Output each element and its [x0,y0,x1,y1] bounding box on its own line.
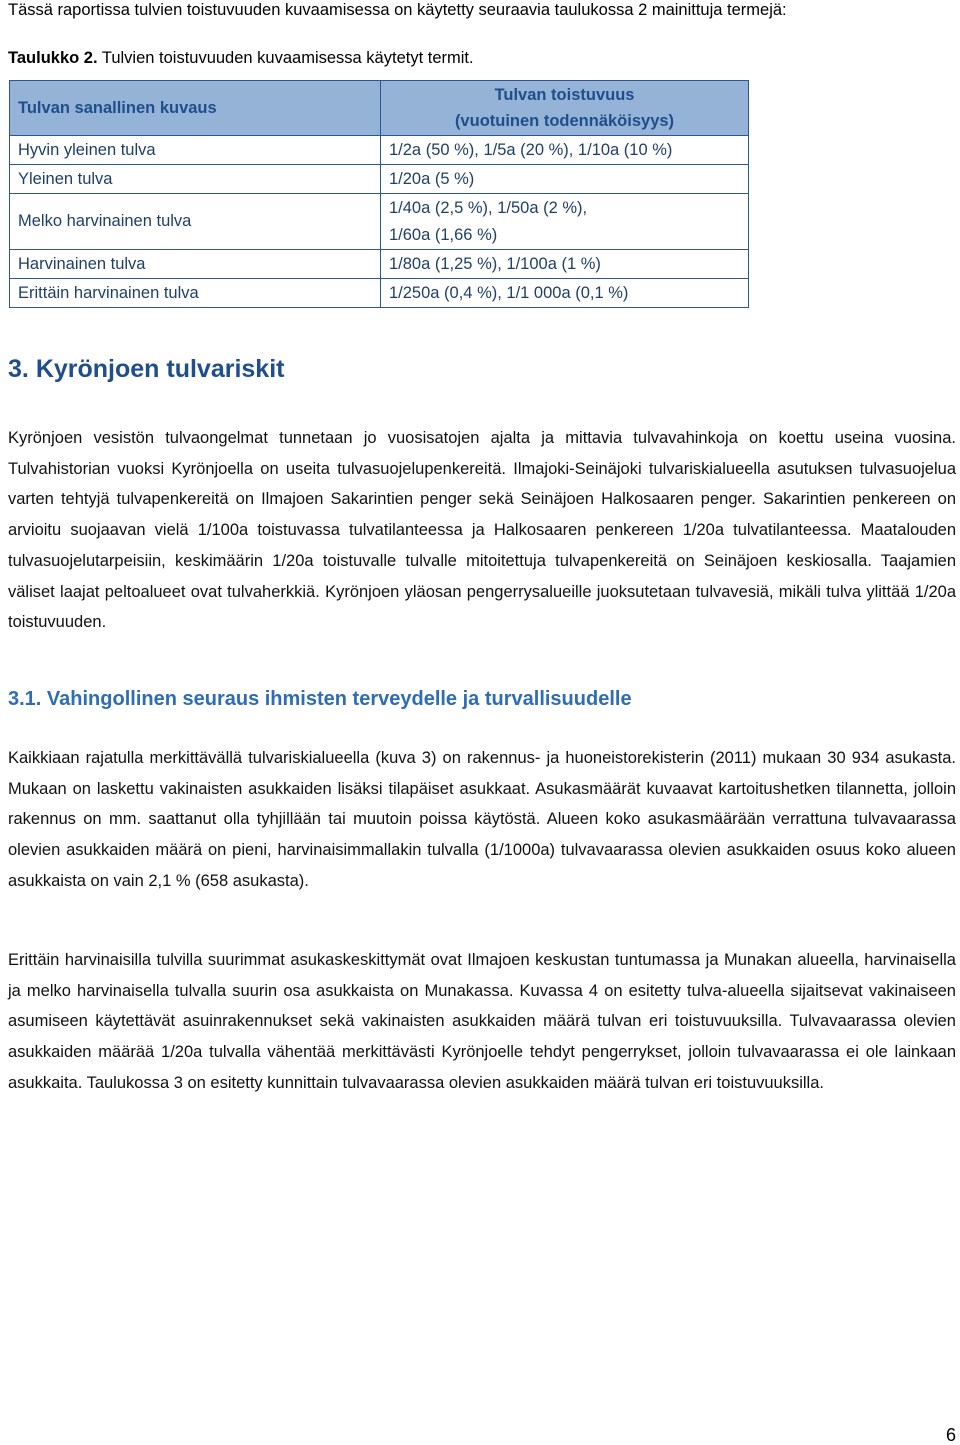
subsection-number: 3.1. [8,688,42,710]
table-cell-frequency-line1: 1/40a (2,5 %), 1/50a (2 %), [389,198,588,217]
subsection-paragraph-2: Erittäin harvinaisilla tulvilla suurimmat asukaskeskittymät ovat Ilmajoen keskustan tuntumassa ja Munakan alueella, harvinaisella ja melko harvinaisella tulvalla suurin osa asukkaista on Munakassa. Kuvassa 4 on esitetty tulva-alueella sijaitsevat vakinaiseen asumiseen käytettävät asuinrakennukset sekä vakinaisten asukkaiden määrä tulvan eri toistuvuuksilla. Tulvavaarassa olevien asukkaiden määrää 1/20a tulvalla vähentää merkittävästi Kyrönjoelle tehdyt pengerrykset, jolloin tulvavaarassa ei ole lainkaan asukkaita. Taulukossa 3 on esitetty kunnittain tulvavaarassa olevien asukkaiden määrä tulvan eri toistuvuuksilla. [8,951,956,1092]
table-cell-frequency-line2: 1/60a (1,66 %) [389,225,498,244]
subsection-heading [8,688,632,711]
table-caption [8,48,474,68]
subsection-title: Vahingollinen seuraus ihmisten terveydelle ja turvallisuudelle [46,688,632,710]
header-description: Tulvan sanallinen kuvaus [10,81,381,136]
table-cell-frequency: 1/250a (0,4 %), 1/1 000a (0,1 %) [381,279,749,308]
table-row [10,250,749,279]
section-paragraph: Kyrönjoen vesistön tulvaongelmat tunnetaan jo vuosisatojen ajalta ja mittavia tulvavahinkoja on koettu useina vuosina. Tulvahistorian vuoksi Kyrönjoella on useita tulvasuojelupenkereitä. Ilmajoki-Seinäjoki tulvariskialueella asutuksen tulvasuojelua varten tehtyjä tulvapenkereitä on Ilmajoen Sakarintien penger sekä Seinäjoen Halkosaaren penger. Sakarintien penkereen on arvioitu suojaavan vielä 1/100a toistuvassa tulvatilanteessa ja Halkosaaren penkereen 1/20a tulvatilanteessa. Maatalouden tulvasuojelutarpeisiin, keskimäärin 1/20a toistuvalle tulvalle mitoitettuja tulvapenkereitä on Seinäjoen keskiosalla. Taajamien väliset laajat peltoalueet ovat tulvaherkkiä. Kyrönjoen yläosan pengerrysalueille juoksutetaan tulvavesiä, mikäli tulva ylittää 1/20a toistuvuuden. [8,429,956,632]
table-row [10,165,749,194]
table-row [10,136,749,165]
table-cell-frequency [381,194,749,250]
table-cell-term: Yleinen tulva [10,165,381,194]
table-caption-text: Tulvien toistuvuuden kuvaamisessa käytetyt termit. [101,49,474,67]
section-number: 3. [8,355,29,383]
page-number: 6 [945,1425,956,1445]
table-row [10,279,749,308]
table-cell-term: Melko harvinainen tulva [10,194,381,250]
table-caption-label: Taulukko 2. [8,49,98,67]
table-cell-frequency: 1/20a (5 %) [381,165,749,194]
table-header-row [10,81,749,136]
table-cell-term: Hyvin yleinen tulva [10,136,381,165]
header-frequency [381,81,749,136]
flood-frequency-table [9,80,749,308]
subsection-paragraph-1: Kaikkiaan rajatulla merkittävällä tulvariskialueella (kuva 3) on rakennus- ja huoneistorekisterin (2011) mukaan 30 934 asukasta. Mukaan on laskettu vakinaisten asukkaiden lisäksi tilapäiset asukkaat. Asukasmäärät kuvaavat kartoitushetken tilannetta, jolloin rakennus on mm. saattanut olla tyhjillään tai muutoin poissa käytöstä. Alueen koko asukasmäärään verrattuna tulvavaarassa olevien asukkaiden määrä on pieni, harvinaisimmallakin tulvalla (1/1000a) tulvavaarassa olevien asukkaiden osuus koko alueen asukkaista on vain 2,1 % (658 asukasta). [8,749,956,890]
table-row [10,194,749,250]
table-cell-term: Erittäin harvinainen tulva [10,279,381,308]
table-cell-term: Harvinainen tulva [10,250,381,279]
section-heading [8,355,284,384]
section-title: Kyrönjoen tulvariskit [35,355,285,383]
table-cell-frequency: 1/2a (50 %), 1/5a (20 %), 1/10a (10 %) [381,136,749,165]
header-frequency-line2: (vuotuinen todennäköisyys) [454,112,675,130]
intro-text: Tässä raportissa tulvien toistuvuuden kuvaamisessa on käytetty seuraavia taulukossa 2 mainittuja termejä: [8,1,787,19]
table-cell-frequency: 1/80a (1,25 %), 1/100a (1 %) [381,250,749,279]
header-frequency-line1: Tulvan toistuvuus [494,86,635,104]
